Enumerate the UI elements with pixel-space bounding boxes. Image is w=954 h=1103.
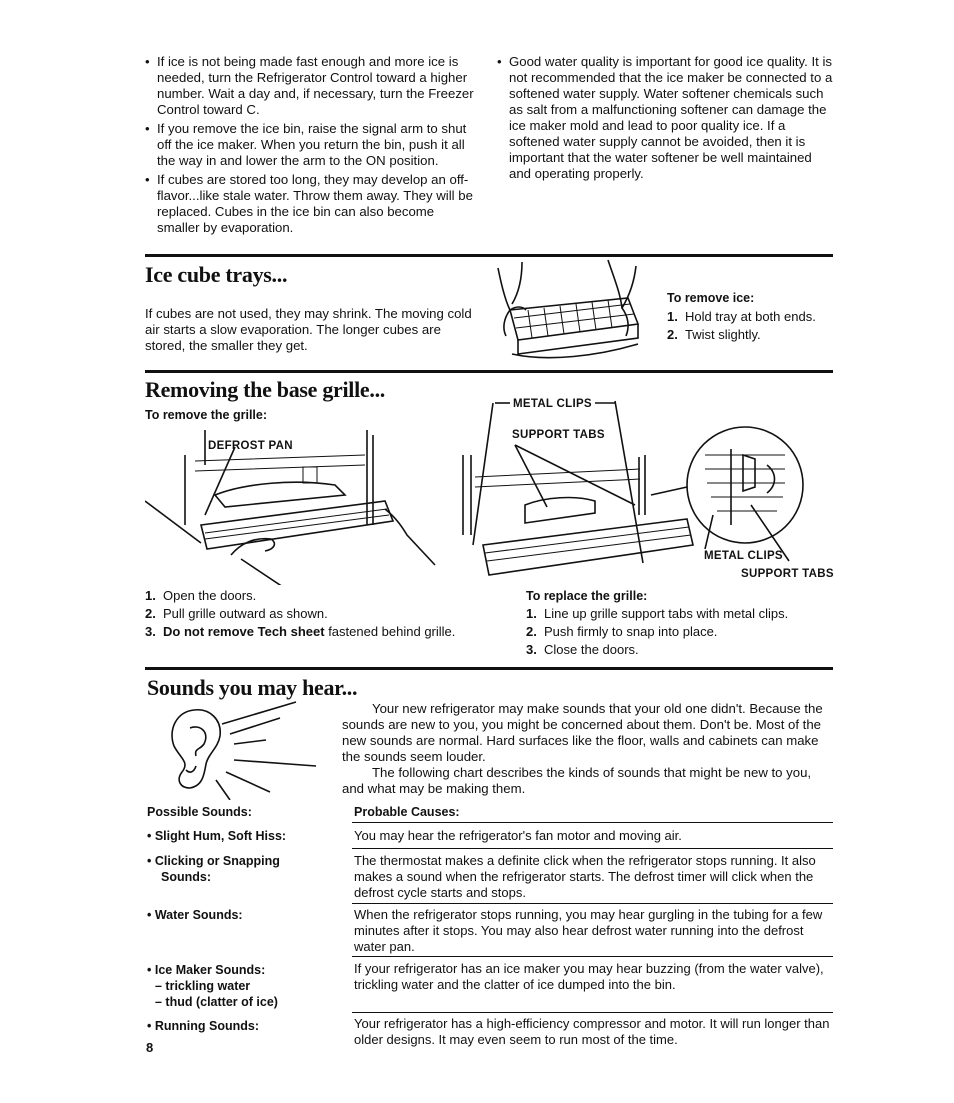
list-item: • Good water quality is important for good ice quality. It is not recommended that the ice maker be connected to a softened water supply. Water softener chemicals such as salt from a malfunctioning softener can damage the ice maker mold and lead to poor quality ice. If a softened water supply cannot be avoided, then it is important that the water softener be well maintained and operating properly. (497, 54, 833, 182)
sounds-intro (342, 701, 834, 797)
remove-grille-steps (145, 587, 485, 641)
list-item: 3. Do not remove Tech sheet fastened behind grille. (145, 624, 456, 639)
list-item: 1. Open the doors. (145, 588, 257, 603)
sound-name-sub: Sounds: (161, 870, 211, 884)
replace-grille-steps (526, 605, 836, 659)
defrost-pan-label: DEFROST PAN (208, 440, 293, 452)
sound-name: • Slight Hum, Soft Hiss: (147, 829, 287, 843)
sound-name-sub: – thud (clatter of ice) (155, 995, 278, 1009)
remove-grille-illustration (145, 425, 475, 585)
list-item: 2. Pull grille outward as shown. (145, 606, 328, 621)
sounds-intro-para: The following chart describes the kinds of sounds that might be new to you, and what may be making them. (342, 765, 812, 796)
list-item: • If you remove the ice bin, raise the signal arm to shut off the ice maker. When you return the bin, push it all the way in and lower the arm to the ON position. (145, 121, 477, 169)
remove-ice-steps (667, 308, 837, 344)
ice-trays-body: If cubes are not used, they may shrink. The moving cold air starts a slow evaporation. The longer cubes are stored, the smaller they get. (145, 306, 472, 353)
ice-tips-right (497, 54, 833, 182)
ear-icon (150, 700, 325, 800)
ice-tips-left (145, 54, 477, 236)
sound-name: • Running Sounds: (147, 1019, 259, 1033)
support-tabs-label: SUPPORT TABS (512, 429, 605, 441)
row-divider (352, 848, 833, 849)
section-rule (145, 370, 833, 373)
list-item: • If ice is not being made fast enough and more ice is needed, turn the Refrigerator Control toward a higher number. Wait a day and, if necessary, turn the Freezer Control toward C. (145, 54, 477, 118)
list-item: 3. Close the doors. (526, 642, 639, 657)
row-divider (352, 956, 833, 957)
metal-clips-label: METAL CLIPS (704, 550, 783, 562)
ice-trays-title: Ice cube trays... (145, 262, 288, 287)
sound-cause: When the refrigerator stops running, you may hear gurgling in the tubing for a few minutes after it stops. You may also hear defrost water running into the defrost water pan. (354, 907, 823, 954)
section-rule (145, 667, 833, 670)
sound-name-sub: – trickling water (155, 979, 251, 993)
sound-name: • Ice Maker Sounds: (147, 963, 266, 977)
support-tabs-label: SUPPORT TABS (741, 568, 834, 580)
replace-grille-illustration (455, 395, 835, 595)
sounds-intro-para: Your new refrigerator may make sounds that your old one didn't. Because the sounds are new to you, you might be concerned about them. Don't be. Most of the new sounds are normal. Hard surfaces like the floor, walls and cabinets can make the sounds seem louder. (342, 701, 823, 764)
col-header-causes: Probable Causes: (354, 805, 460, 819)
sounds-title: Sounds you may hear... (147, 675, 358, 700)
replace-grille-heading: To replace the grille: (526, 589, 648, 603)
ice-tray-illustration (488, 258, 658, 368)
sound-cause: Your refrigerator has a high-efficiency compressor and motor. It will run longer than older designs. It may even seem to run most of the time. (354, 1016, 830, 1047)
sound-cause: You may hear the refrigerator's fan motor and moving air. (354, 828, 682, 843)
remove-grille-heading: To remove the grille: (145, 408, 268, 422)
sound-name: • Water Sounds: (147, 908, 243, 922)
list-item: 2. Twist slightly. (667, 327, 761, 342)
list-item: • If cubes are stored too long, they may develop an off-flavor...like stale water. Throw them away. They will be replaced. Cubes in the ice bin can also become smaller by evaporation. (145, 172, 477, 236)
list-item: 2. Push firmly to snap into place. (526, 624, 718, 639)
section-rule (145, 254, 833, 257)
grille-title: Removing the base grille... (145, 377, 385, 402)
row-divider (352, 1012, 833, 1013)
metal-clips-label: METAL CLIPS (513, 398, 592, 410)
row-divider (352, 903, 833, 904)
sound-cause: If your refrigerator has an ice maker you may hear buzzing (from the water valve), trickling water and the clatter of ice dumped into the bin. (354, 961, 824, 992)
page-number: 8 (146, 1040, 154, 1055)
sound-cause: The thermostat makes a definite click when the refrigerator stops running. It also makes a sound when the refrigerator starts. The defrost timer will click when the defrost cycle starts and stops. (354, 853, 816, 900)
sound-name: • Clicking or Snapping (147, 854, 280, 868)
col-header-sounds: Possible Sounds: (147, 805, 252, 819)
remove-ice-heading: To remove ice: (667, 291, 755, 305)
row-divider (352, 822, 833, 823)
list-item: 1. Hold tray at both ends. (667, 309, 816, 324)
list-item: 1. Line up grille support tabs with metal clips. (526, 606, 789, 621)
